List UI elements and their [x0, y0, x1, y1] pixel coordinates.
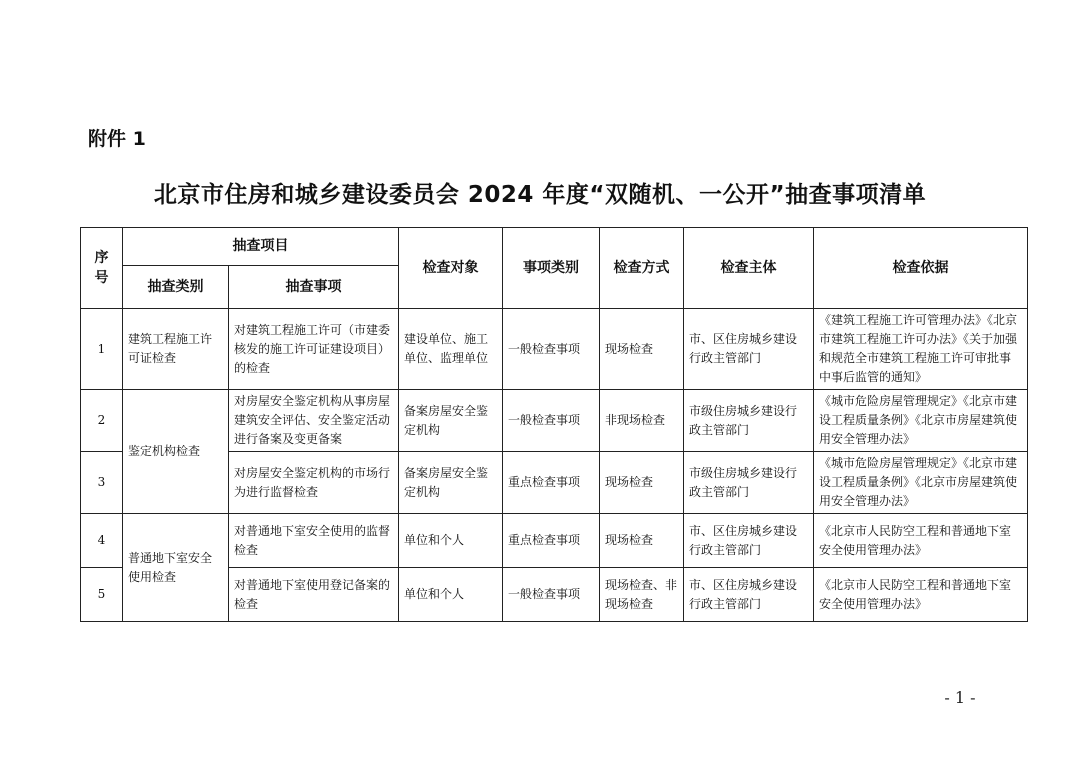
row-type: 一般检查事项	[503, 309, 600, 390]
row-item: 对普通地下室安全使用的监督检查	[229, 514, 399, 568]
table-row	[81, 309, 1028, 390]
row-type: 重点检查事项	[503, 514, 600, 568]
row-subject: 市、区住房城乡建设行政主管部门	[684, 568, 814, 622]
row-item: 对房屋安全鉴定机构的市场行为进行监督检查	[229, 452, 399, 514]
row-target: 建设单位、施工单位、监理单位	[399, 309, 503, 390]
inspection-items-table	[80, 227, 1028, 622]
row-type: 一般检查事项	[503, 390, 600, 452]
table-row	[81, 514, 1028, 568]
row-subject: 市级住房城乡建设行政主管部门	[684, 452, 814, 514]
row-target: 备案房屋安全鉴定机构	[399, 452, 503, 514]
header-target: 检查对象	[399, 228, 503, 309]
page-number: - 1 -	[944, 688, 976, 707]
row-method: 现场检查	[600, 452, 684, 514]
row-method: 非现场检查	[600, 390, 684, 452]
row-target: 单位和个人	[399, 568, 503, 622]
row-method: 现场检查、非现场检查	[600, 568, 684, 622]
header-project-group: 抽查项目	[123, 228, 399, 266]
header-seq: 序号	[81, 228, 123, 309]
document-title: 北京市住房和城乡建设委员会 2024 年度“双随机、一公开”抽查事项清单	[153, 182, 927, 208]
row-item: 对建筑工程施工许可（市建委核发的施工许可证建设项目）的检查	[229, 309, 399, 390]
header-method: 检查方式	[600, 228, 684, 309]
row-basis: 《城市危险房屋管理规定》《北京市建设工程质量条例》《北京市房屋建筑使用安全管理办法》	[814, 452, 1028, 514]
row-category: 鉴定机构检查	[123, 390, 229, 514]
row-subject: 市、区住房城乡建设行政主管部门	[684, 514, 814, 568]
row-item: 对普通地下室使用登记备案的检查	[229, 568, 399, 622]
row-target: 备案房屋安全鉴定机构	[399, 390, 503, 452]
row-item: 对房屋安全鉴定机构从事房屋建筑安全评估、安全鉴定活动进行备案及变更备案	[229, 390, 399, 452]
row-category: 普通地下室安全使用检查	[123, 514, 229, 622]
header-type: 事项类别	[503, 228, 600, 309]
header-category: 抽查类别	[123, 266, 229, 309]
row-basis: 《北京市人民防空工程和普通地下室安全使用管理办法》	[814, 568, 1028, 622]
row-method: 现场检查	[600, 514, 684, 568]
header-row	[81, 228, 1028, 266]
row-seq: 5	[81, 568, 123, 622]
row-seq: 4	[81, 514, 123, 568]
row-seq: 2	[81, 390, 123, 452]
attachment-label: 附件 1	[88, 128, 146, 150]
row-type: 一般检查事项	[503, 568, 600, 622]
row-basis: 《北京市人民防空工程和普通地下室安全使用管理办法》	[814, 514, 1028, 568]
row-subject: 市、区住房城乡建设行政主管部门	[684, 309, 814, 390]
header-basis: 检查依据	[814, 228, 1028, 309]
row-category: 建筑工程施工许可证检查	[123, 309, 229, 390]
row-type: 重点检查事项	[503, 452, 600, 514]
header-subject: 检查主体	[684, 228, 814, 309]
row-seq: 1	[81, 309, 123, 390]
row-basis: 《建筑工程施工许可管理办法》《北京市建筑工程施工许可办法》《关于加强和规范全市建筑工程施工许可审批事中事后监管的通知》	[814, 309, 1028, 390]
row-subject: 市级住房城乡建设行政主管部门	[684, 390, 814, 452]
row-method: 现场检查	[600, 309, 684, 390]
row-target: 单位和个人	[399, 514, 503, 568]
row-basis: 《城市危险房屋管理规定》《北京市建设工程质量条例》《北京市房屋建筑使用安全管理办法》	[814, 390, 1028, 452]
header-item: 抽查事项	[229, 266, 399, 309]
table-row	[81, 390, 1028, 452]
row-seq: 3	[81, 452, 123, 514]
